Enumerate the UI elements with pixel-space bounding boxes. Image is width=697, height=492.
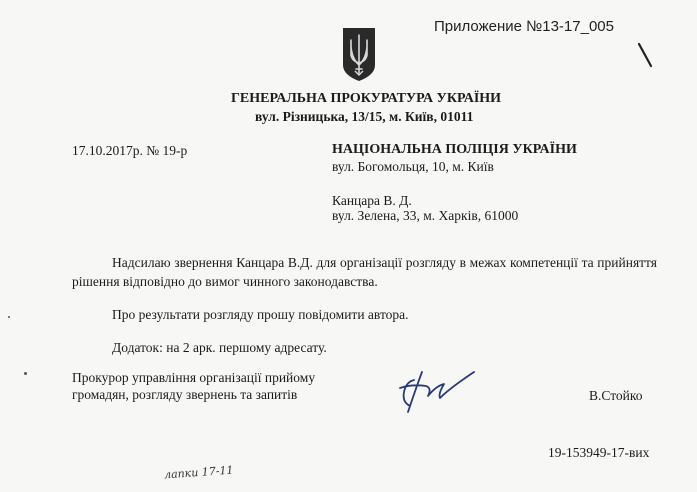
signer-position-line-2: громадян, розгляду звернень та запитів	[72, 387, 298, 402]
scan-speck	[8, 316, 10, 318]
trident-emblem-icon	[340, 25, 378, 83]
scan-speck	[24, 372, 27, 375]
recipient-1-name: НАЦІОНАЛЬНА ПОЛІЦІЯ УКРАЇНИ	[332, 142, 577, 157]
body-paragraph-1: Надсилаю звернення Канцара В.Д. для організації розгляду в межах компетенції та прийняття рішення відповідно до вимог чинного законодавства.	[72, 255, 657, 289]
handwritten-signature	[392, 366, 482, 418]
registration-number: 19-153949-17-вих	[548, 445, 650, 460]
org-address: вул. Різницька, 13/15, м. Київ, 01011	[255, 109, 474, 124]
signer-name: В.Стойко	[589, 388, 643, 403]
org-name: ГЕНЕРАЛЬНА ПРОКУРАТУРА УКРАЇНИ	[231, 91, 502, 106]
body-paragraph-3: Додаток: на 2 арк. першому адресату.	[112, 340, 327, 355]
signer-position-line-1: Прокурор управління організації прийому	[72, 370, 316, 385]
handwritten-note: лапки 17-11	[163, 463, 234, 482]
recipient-1-address: вул. Богомольця, 10, м. Київ	[332, 159, 494, 174]
body-paragraph-2: Про результати розгляду прошу повідомити автора.	[112, 307, 409, 322]
recipient-2-name: Канцара В. Д.	[332, 193, 412, 208]
letter-reference: 17.10.2017р. № 19-р	[72, 143, 188, 158]
recipient-2-address: вул. Зелена, 33, м. Харків, 61000	[332, 208, 519, 223]
annex-label: Приложение №13-17_005	[434, 18, 614, 35]
scan-mark-stroke	[636, 40, 656, 70]
